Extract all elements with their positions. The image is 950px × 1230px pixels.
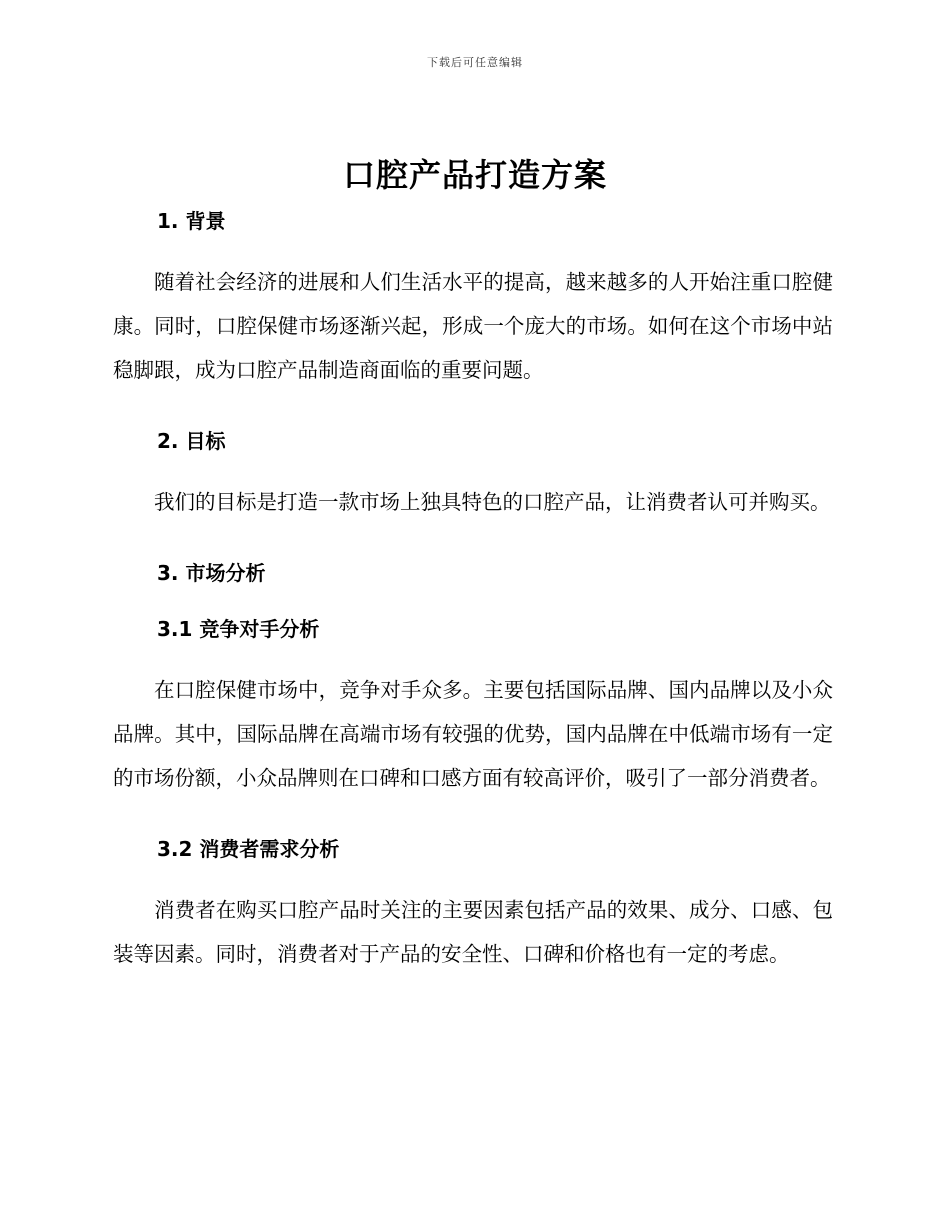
section-paragraph-consumer-needs: 消费者在购买口腔产品时关注的主要因素包括产品的效果、成分、口感、包装等因素。同时，消费者对于产品的安全性、口碑和价格也有一定的考虑。 xyxy=(113,898,833,966)
section-heading-goal: 2. 目标 xyxy=(157,429,226,453)
document-body xyxy=(113,206,833,976)
section-heading-competitor-analysis: 3.1 竞争对手分析 xyxy=(157,617,320,641)
section-paragraph-background: 随着社会经济的进展和人们生活水平的提高，越来越多的人开始注重口腔健康。同时，口腔保健市场逐渐兴起，形成一个庞大的市场。如何在这个市场中站稳脚跟，成为口腔产品制造商面临的重要问题。 xyxy=(113,270,833,382)
document-title: 口腔产品打造方案 xyxy=(342,156,607,194)
section-paragraph-competitor-analysis: 在口腔保健市场中，竞争对手众多。主要包括国际品牌、国内品牌以及小众品牌。其中，国际品牌在高端市场有较强的优势，国内品牌在中低端市场有一定的市场份额，小众品牌则在口碑和口感方面有较高评价，吸引了一部分消费者。 xyxy=(113,678,833,790)
section-heading-background: 1. 背景 xyxy=(157,209,226,233)
section-heading-consumer-needs: 3.2 消费者需求分析 xyxy=(157,837,340,861)
section-heading-market-analysis: 3. 市场分析 xyxy=(157,561,266,585)
section-paragraph-goal: 我们的目标是打造一款市场上独具特色的口腔产品，让消费者认可并购买。 xyxy=(154,490,831,514)
header-note: 下载后可任意编辑 xyxy=(427,56,523,69)
